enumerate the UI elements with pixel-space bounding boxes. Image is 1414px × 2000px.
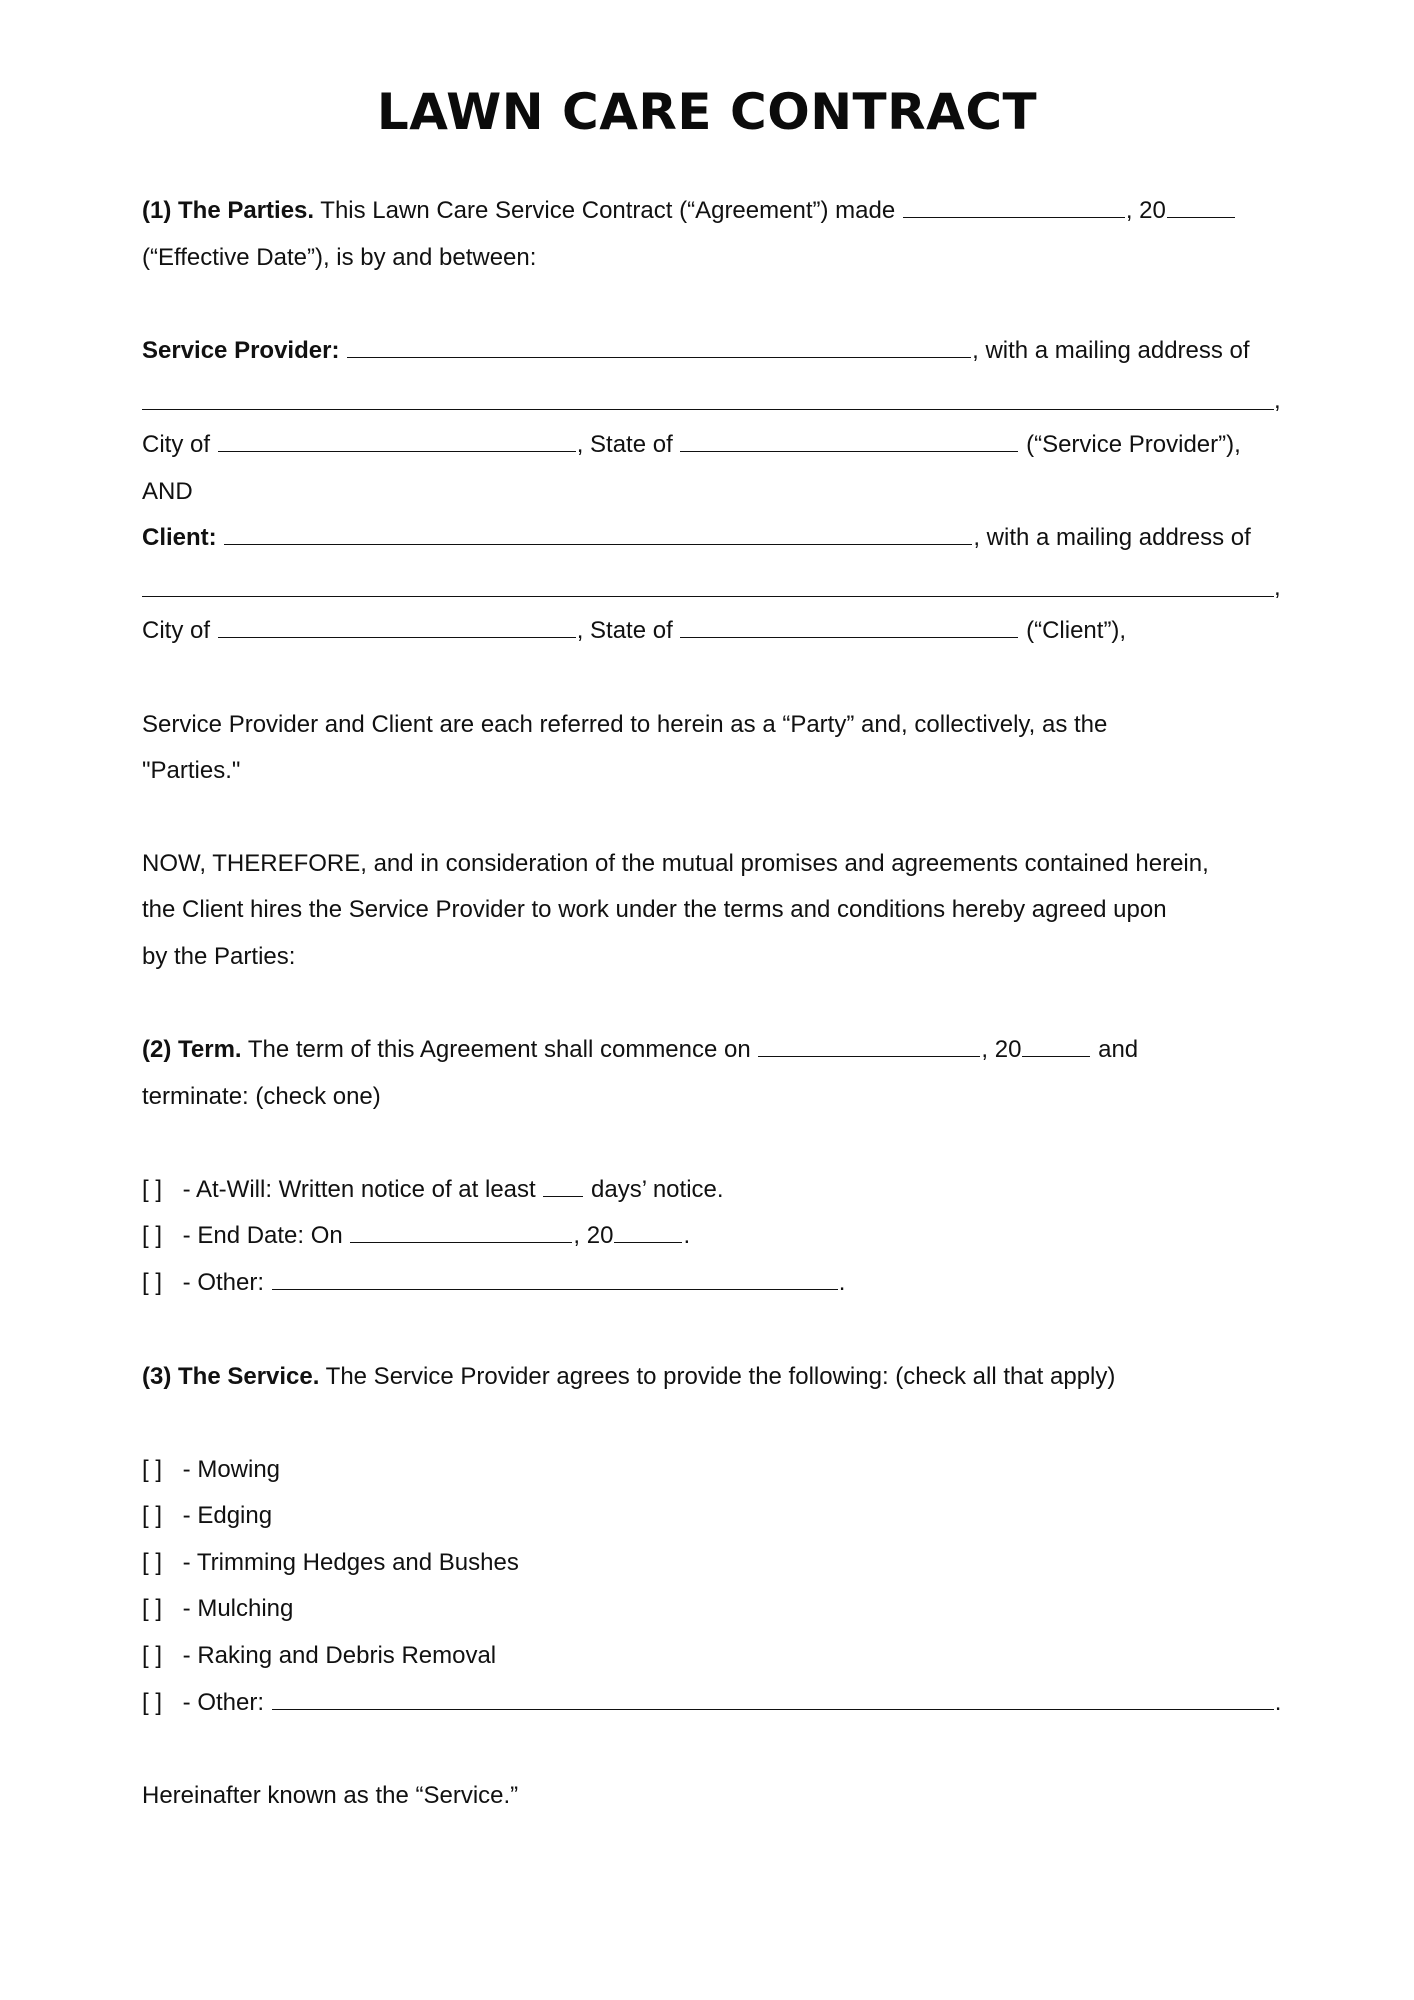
service-option-other [142,1686,1282,1720]
term-line-2 [142,1080,1282,1114]
parties-def-text-2: "Parties." [142,757,241,784]
effective-date-text: (“Effective Date”), is by and between: [142,244,537,271]
service-option-mulching [142,1592,1282,1626]
end-date-year-field[interactable] [614,1220,682,1243]
at-will-checkbox[interactable]: [ ] [142,1176,163,1203]
term-and-text: and [1098,1036,1139,1063]
client-state-label: , State of [576,617,673,644]
client-label: Client: [142,524,217,551]
term-option-end-date [142,1219,1282,1253]
hereinafter-line [142,1779,1282,1813]
edging-label: - Edging [182,1502,273,1529]
client-address-comma: , [1274,574,1281,601]
client-city-label: City of [142,617,211,644]
client-name-field[interactable] [224,522,972,545]
edging-checkbox[interactable]: [ ] [142,1502,163,1529]
provider-line [142,334,1282,368]
end-date-checkbox[interactable]: [ ] [142,1222,163,1249]
end-date-label: - End Date: On [182,1222,343,1249]
service-option-mowing [142,1453,1282,1487]
term-option-other [142,1266,1282,1300]
mulching-checkbox[interactable]: [ ] [142,1595,163,1622]
trimming-checkbox[interactable]: [ ] [142,1549,163,1576]
and-line [142,475,1282,509]
consideration-text-2: the Client hires the Service Provider to work under the terms and conditions hereby agreed upon [142,896,1167,923]
agreement-date-field[interactable] [903,195,1125,218]
at-will-label: - At-Will: Written notice of at least [182,1176,536,1203]
client-address-field[interactable] [142,596,1274,597]
parties-def-line-1 [142,708,1282,742]
parties-line-1 [142,194,1282,228]
term-other-after: . [838,1269,846,1296]
client-state-field[interactable] [680,615,1018,638]
service-other-after: . [1274,1689,1282,1716]
page-title: LAWN CARE CONTRACT [376,83,1038,141]
at-will-after: days’ notice. [591,1176,724,1203]
agreement-year-prefix: , 20 [1125,197,1166,224]
term-line-1 [142,1033,1282,1067]
term-heading: (2) Term. [142,1036,242,1063]
service-option-edging [142,1499,1282,1533]
consideration-line-1 [142,847,1282,881]
raking-label: - Raking and Debris Removal [182,1642,497,1669]
raking-checkbox[interactable]: [ ] [142,1642,163,1669]
provider-city-line [142,428,1282,462]
agreement-year-field[interactable] [1167,195,1235,218]
provider-address-comma: , [1274,387,1281,414]
end-date-year-prefix: , 20 [573,1222,614,1249]
term-terminate-text: terminate: (check one) [142,1083,381,1110]
provider-city-label: City of [142,431,211,458]
term-year-prefix: , 20 [981,1036,1022,1063]
notice-days-field[interactable] [543,1174,583,1197]
service-line-1 [142,1360,1282,1394]
consideration-line-3 [142,940,1282,974]
end-date-field[interactable] [350,1220,572,1243]
provider-mailing-text: , with a mailing address of [972,337,1250,364]
consideration-line-2 [142,893,1282,927]
client-city-field[interactable] [218,615,576,638]
client-mailing-text: , with a mailing address of [973,524,1251,551]
client-role-text: (“Client”), [1026,617,1127,644]
service-other-field[interactable] [272,1687,1274,1710]
term-other-checkbox[interactable]: [ ] [142,1269,163,1296]
and-text: AND [142,478,193,505]
term-text: The term of this Agreement shall commence on [247,1036,751,1063]
term-other-label: - Other: [182,1269,265,1296]
client-line [142,521,1282,555]
end-date-after: . [683,1222,691,1249]
provider-label: Service Provider: [142,337,340,364]
service-text: The Service Provider agrees to provide the following: (check all that apply) [325,1363,1116,1390]
provider-city-field[interactable] [218,429,576,452]
consideration-text-1: NOW, THEREFORE, and in consideration of the mutual promises and agreements contained herein, [142,850,1209,877]
service-option-trimming [142,1546,1282,1580]
consideration-text-3: by the Parties: [142,943,296,970]
provider-state-field[interactable] [680,429,1018,452]
parties-line-2 [142,241,1282,275]
parties-def-text-1: Service Provider and Client are each referred to herein as a “Party” and, collectively, as the [142,711,1108,738]
provider-name-field[interactable] [347,335,971,358]
service-heading: (3) The Service. [142,1363,320,1390]
term-start-date-field[interactable] [758,1034,980,1057]
provider-state-label: , State of [576,431,673,458]
provider-address-field[interactable] [142,409,1274,410]
term-other-field[interactable] [272,1267,838,1290]
parties-heading: (1) The Parties. [142,197,315,224]
term-option-at-will [142,1173,1282,1207]
parties-intro: This Lawn Care Service Contract (“Agreement”) made [320,197,896,224]
mowing-label: - Mowing [182,1456,281,1483]
client-city-line [142,614,1282,648]
term-start-year-field[interactable] [1022,1034,1090,1057]
parties-def-line-2 [142,754,1282,788]
mulching-label: - Mulching [182,1595,294,1622]
hereinafter-text: Hereinafter known as the “Service.” [142,1782,519,1809]
mowing-checkbox[interactable]: [ ] [142,1456,163,1483]
trimming-label: - Trimming Hedges and Bushes [182,1549,519,1576]
service-other-label: - Other: [182,1689,265,1716]
provider-role-text: (“Service Provider”), [1026,431,1241,458]
service-other-checkbox[interactable]: [ ] [142,1689,163,1716]
service-option-raking [142,1639,1282,1673]
